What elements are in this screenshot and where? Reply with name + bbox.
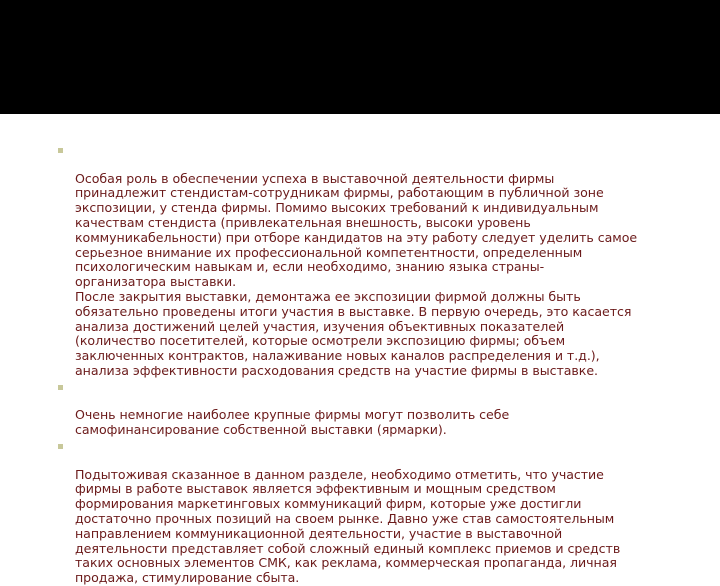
header-band bbox=[0, 0, 720, 114]
bullet-square-icon bbox=[58, 444, 63, 449]
bullet-text: Подытоживая сказанное в данном разделе, необходимо отметить, что участие фирмы в работе выставок является эффективным и мощным средством формирования маркетинговых коммуникаций фирм, которые уже достигли достаточно прочных позиций на своем рынке. Давно уже став самостоятельным направлением коммуникационной деятельности, участие в выставочной деятельности представляет собой сложный единый комплекс приемов и средств таких основных элементов СМК, как реклама, коммерческая пропаганда, личная продажа, стимулирование сбыта. bbox=[75, 466, 621, 586]
bullet-item-2 bbox=[58, 379, 678, 438]
bullet-text: Очень немногие наиболее крупные фирмы могут позволить себе самофинансирование собственной выставки (ярмарки). bbox=[75, 407, 510, 438]
bullet-square-icon bbox=[58, 148, 63, 153]
bullet-item-1 bbox=[58, 142, 678, 379]
slide-body bbox=[58, 142, 678, 586]
bullet-text: Особая роль в обеспечении успеха в выставочной деятельности фирмы принадлежит стендистам-сотрудникам фирмы, работающим в публичной зоне экспозиции, у стенда фирмы. Помимо высоких требований к индивидуальным качествам стендиста (привлекательная внешность, высоки уровень коммуникабельности) при отборе кандидатов на эту работу следует уделить самое серьезное внимание их профессиональной компетентности, определенным психологическим навыкам и, если необходимо, знанию языка страны- организатора выставки. После закрытия выставки, демонтажа ее экспозиции фирмой должны быть обязательно проведены итоги участия в выставке. В первую очередь, это касается анализа достижений целей участия, изучения объективных показателей (количество посетителей, которые осмотрели экспозицию фирмы; объем заключенных контрактов, налаживание новых каналов распределения и т.д.), анализа эффективности расходования средств на участие фирмы в выставке. bbox=[75, 170, 638, 378]
bullet-square-icon bbox=[58, 385, 63, 390]
bullet-item-3 bbox=[58, 438, 678, 586]
